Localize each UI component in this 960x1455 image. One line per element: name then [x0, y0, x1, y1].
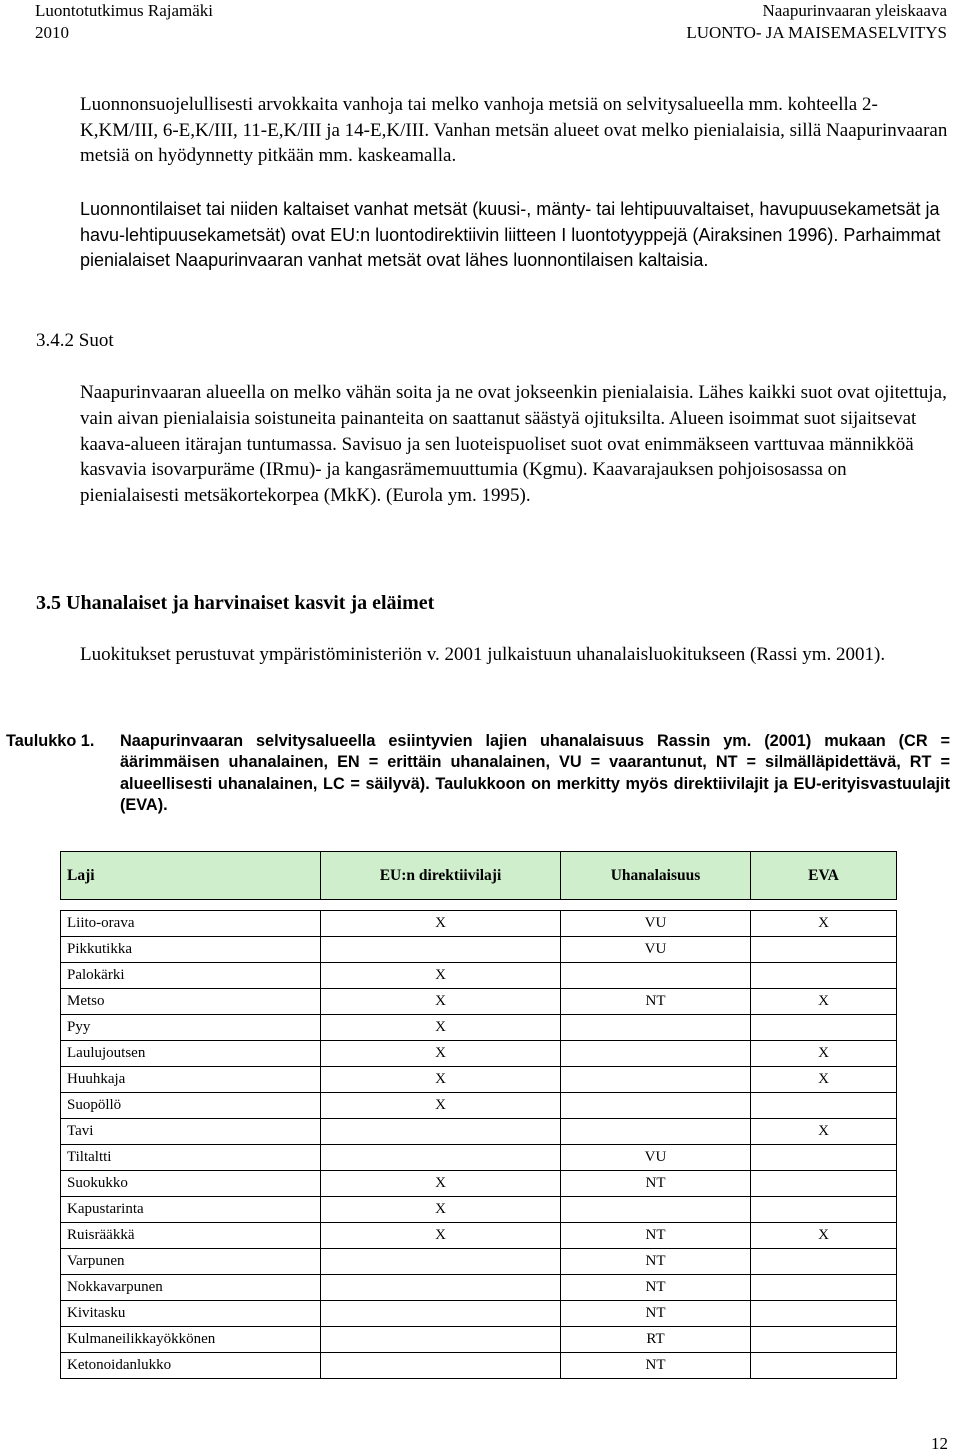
cell-directive: [321, 1119, 561, 1145]
cell-threat: [561, 1197, 751, 1223]
header-cell-eva: EVA: [751, 852, 897, 900]
cell-eva: X: [751, 911, 897, 937]
table-caption-text: Naapurinvaaran selvitysalueella esiintyvien lajien uhanalaisuus Rassin ym. (2001) mukaan (CR = äärimmäisen uhanalainen, EN = erittäin uhanalainen, VU = vaarantunut, NT = silmälläpidettävä, RT = alueellisesti uhanalainen, LC = säilyvä). Taulukkoon on merkitty myös direktiivilajit ja EU-erityisvastuulajit (EVA).: [120, 732, 950, 815]
cell-species: Liito-orava: [61, 911, 321, 937]
cell-species: Kulmaneilikkayökkönen: [61, 1327, 321, 1353]
cell-threat: NT: [561, 1249, 751, 1275]
cell-eva: [751, 1015, 897, 1041]
cell-eva: X: [751, 1223, 897, 1249]
table-row: [61, 1041, 897, 1067]
spacer-cell: [61, 900, 321, 911]
cell-species: Huuhkaja: [61, 1067, 321, 1093]
paragraph-old-forests: Luonnonsuojelullisesti arvokkaita vanhoja tai melko vanhoja metsiä on selvitysalueella mm. kohteella 2-K,KM/III, 6-E,K/III, 11-E,K/III ja 14-E,K/III. Vanhan metsän alueet ovat melko pienialaisia, sillä Naapurinvaaran metsiä on hyödynnetty pitkään mm. kaskeamalla.: [80, 94, 948, 167]
cell-species: Kivitasku: [61, 1301, 321, 1327]
cell-threat: NT: [561, 1353, 751, 1379]
table-row: [61, 963, 897, 989]
header-year: 2010: [35, 23, 69, 42]
header-cell-threat: Uhanalaisuus: [561, 852, 751, 900]
cell-eva: [751, 1093, 897, 1119]
cell-threat: VU: [561, 911, 751, 937]
cell-eva: [751, 1171, 897, 1197]
cell-eva: X: [751, 1067, 897, 1093]
header-plan-name: Naapurinvaaran yleiskaava: [762, 1, 947, 20]
cell-species: Ketonoidanlukko: [61, 1353, 321, 1379]
cell-eva: [751, 1275, 897, 1301]
table-row: [61, 1301, 897, 1327]
cell-species: Metso: [61, 989, 321, 1015]
table-row: [61, 937, 897, 963]
cell-directive: X: [321, 989, 561, 1015]
cell-species: Ruisrääkkä: [61, 1223, 321, 1249]
table-header-row: [61, 852, 897, 900]
paragraph-mires: Naapurinvaaran alueella on melko vähän soita ja ne ovat jokseenkin pienialaisia. Lähes kaikki suot ovat ojitettuja, vain aivan pienialaisia soistuneita painanteita on saattanut säästyä ojituksilta. Alueen isoimmat suot sijaitsevat kaava-alueen itärajan tuntumassa. Savisuo ja sen luoteispuoliset suot ovat enimmäkseen varttuvaa männikköä kasvavia isovarpuräme (IRmu)- ja kangasrämemuuttumia (Kgmu). Kaavarajauksen pohjoisosassa on pienialaisesti metsäkortekorpea (MkK). (Eurola ym. 1995).: [80, 382, 947, 507]
cell-directive: X: [321, 911, 561, 937]
cell-directive: X: [321, 1041, 561, 1067]
table-row: [61, 1353, 897, 1379]
cell-threat: [561, 1093, 751, 1119]
cell-eva: X: [751, 989, 897, 1015]
cell-threat: RT: [561, 1327, 751, 1353]
cell-threat: NT: [561, 1223, 751, 1249]
cell-threat: VU: [561, 1145, 751, 1171]
table-row: [61, 1223, 897, 1249]
header-cell-directive: EU:n direktiivilaji: [321, 852, 561, 900]
species-table: [60, 851, 896, 1379]
header-report-title: LUONTO- JA MAISEMASELVITYS: [686, 23, 947, 42]
cell-eva: X: [751, 1041, 897, 1067]
page-number: 12: [931, 1434, 948, 1453]
cell-directive: [321, 1145, 561, 1171]
section-heading-suot: 3.4.2 Suot: [36, 330, 114, 351]
cell-eva: [751, 963, 897, 989]
cell-eva: [751, 1327, 897, 1353]
cell-directive: X: [321, 1223, 561, 1249]
cell-species: Kapustarinta: [61, 1197, 321, 1223]
cell-eva: [751, 1197, 897, 1223]
cell-threat: [561, 963, 751, 989]
cell-eva: [751, 1145, 897, 1171]
cell-directive: X: [321, 1093, 561, 1119]
cell-directive: X: [321, 1015, 561, 1041]
cell-threat: [561, 1041, 751, 1067]
cell-directive: X: [321, 1197, 561, 1223]
table-row: [61, 1119, 897, 1145]
cell-species: Suopöllö: [61, 1093, 321, 1119]
spacer-cell: [561, 900, 751, 911]
header-cell-species: Laji: [61, 852, 321, 900]
cell-species: Tiltaltti: [61, 1145, 321, 1171]
cell-directive: [321, 1249, 561, 1275]
cell-directive: X: [321, 1171, 561, 1197]
cell-eva: [751, 937, 897, 963]
table-row: [61, 1015, 897, 1041]
cell-species: Varpunen: [61, 1249, 321, 1275]
cell-species: Palokärki: [61, 963, 321, 989]
cell-threat: [561, 1067, 751, 1093]
cell-directive: [321, 937, 561, 963]
cell-directive: [321, 1327, 561, 1353]
paragraph-natural-forests: Luonnontilaiset tai niiden kaltaiset vanhat metsät (kuusi-, mänty- tai lehtipuuvaltaiset, havupuusekametsät ja havu-lehtipuusekametsät) ovat EU:n luontodirektiivin liitteen I luontotyyppejä (Airaksinen 1996). Parhaimmat pienialaiset Naapurinvaaran vanhat metsät ovat lähes luonnontilaisen kaltaisia.: [80, 199, 941, 271]
cell-eva: [751, 1249, 897, 1275]
cell-threat: NT: [561, 989, 751, 1015]
table-row: [61, 1197, 897, 1223]
cell-species: Laulujoutsen: [61, 1041, 321, 1067]
species-table-body: [61, 852, 897, 1379]
cell-species: Pyy: [61, 1015, 321, 1041]
table-row: [61, 911, 897, 937]
spacer-cell: [751, 900, 897, 911]
cell-eva: X: [751, 1119, 897, 1145]
cell-species: Suokukko: [61, 1171, 321, 1197]
cell-eva: [751, 1353, 897, 1379]
spacer-cell: [321, 900, 561, 911]
table-row: [61, 989, 897, 1015]
header-right: [686, 0, 947, 44]
table-row: [61, 1067, 897, 1093]
cell-threat: NT: [561, 1275, 751, 1301]
table-row: [61, 1327, 897, 1353]
header-organization: Luontotutkimus Rajamäki: [35, 1, 214, 20]
cell-directive: X: [321, 963, 561, 989]
table-row: [61, 1171, 897, 1197]
table-row: [61, 1249, 897, 1275]
section-heading-threatened-species: 3.5 Uhanalaiset ja harvinaiset kasvit ja eläimet: [36, 592, 435, 614]
cell-species: Tavi: [61, 1119, 321, 1145]
cell-threat: [561, 1119, 751, 1145]
table-row: [61, 1093, 897, 1119]
cell-threat: [561, 1015, 751, 1041]
table-caption-label: Taulukko 1.: [6, 732, 95, 750]
cell-species: Pikkutikka: [61, 937, 321, 963]
header-left: [35, 0, 213, 44]
cell-species: Nokkavarpunen: [61, 1275, 321, 1301]
table-spacer-row: [61, 900, 897, 911]
cell-eva: [751, 1301, 897, 1327]
table-row: [61, 1145, 897, 1171]
cell-threat: NT: [561, 1301, 751, 1327]
cell-threat: NT: [561, 1171, 751, 1197]
cell-threat: VU: [561, 937, 751, 963]
cell-directive: X: [321, 1067, 561, 1093]
cell-directive: [321, 1301, 561, 1327]
page-header: [0, 0, 960, 44]
paragraph-classification: Luokitukset perustuvat ympäristöministeriön v. 2001 julkaistuun uhanalaisluokitukseen (Rassi ym. 2001).: [80, 644, 886, 665]
cell-directive: [321, 1353, 561, 1379]
cell-directive: [321, 1275, 561, 1301]
table-row: [61, 1275, 897, 1301]
